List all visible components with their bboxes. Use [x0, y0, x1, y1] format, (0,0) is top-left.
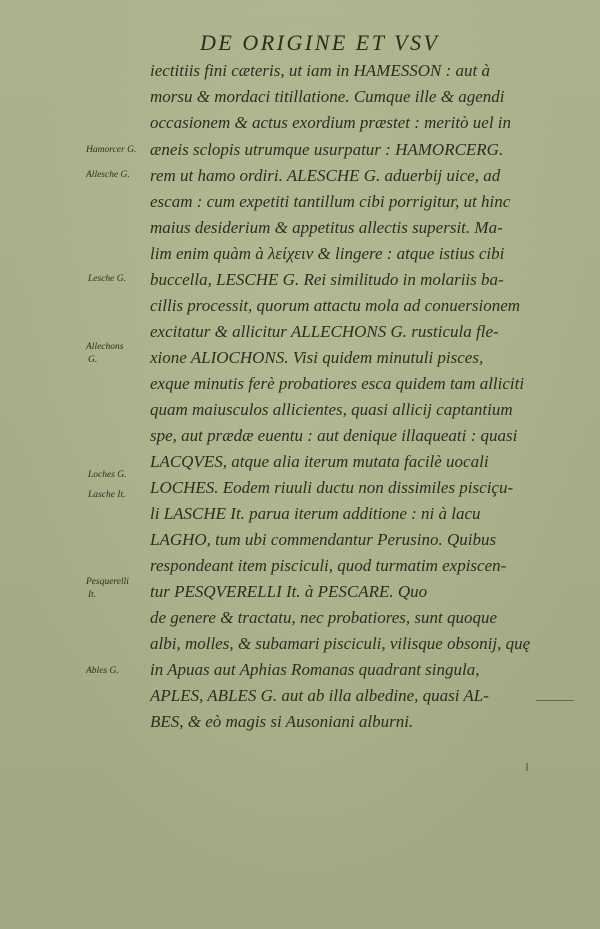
text-line: excitatur & allicitur ALLECHONS G. rusticula fle-: [150, 322, 499, 341]
text-line: lim enim quàm à λείχειν & lingere : atque istius cibi: [150, 244, 505, 263]
text-line: buccella, LESCHE G. Rei similitudo in molariis ba-: [150, 270, 504, 289]
text-line: LAGHO, tum ubi commendantur Perusino. Quibus: [150, 530, 497, 549]
text-line: LOCHES. Eodem riuuli ductu non dissimiles pisciçu-: [150, 478, 514, 497]
trailing-rule: [536, 700, 574, 701]
text-line: quam maiusculos allicientes, quasi allicij captantium: [150, 400, 513, 419]
margin-note: Allechons: [86, 342, 124, 352]
paper-speck: [526, 763, 528, 771]
margin-note: Lesche G.: [88, 274, 126, 284]
margin-note: It.: [88, 590, 97, 600]
text-line: in Apuas aut Aphias Romanas quadrant singula,: [150, 660, 480, 679]
text-line: maius desiderium & appetitus allectis supersit. Ma-: [150, 218, 503, 237]
margin-note: Loches G.: [88, 470, 127, 480]
text-line: rem ut hamo ordiri. ALESCHE G. aduerbij uice, ad: [150, 166, 501, 185]
text-line: respondeant item pisciculi, quod turmatim expiscen-: [150, 556, 507, 575]
text-line: spe, aut prædæ euentu : aut denique illaqueati : quasi: [150, 426, 518, 445]
text-line: xione ALIOCHONS. Visi quidem minutuli pisces,: [150, 348, 484, 367]
margin-note: Lasche It.: [88, 490, 126, 500]
margin-note: Ables G.: [86, 666, 119, 676]
text-line: de genere & tractatu, nec probatiores, sunt quoque: [150, 608, 498, 627]
text-line: li LASCHE It. parua iterum additione : ni à lacu: [150, 504, 481, 523]
text-line: iectitiis fini cæteris, ut iam in HAMESSON : aut à: [150, 61, 490, 80]
text-line: cillis processit, quorum attactu mola ad conuersionem: [150, 296, 521, 315]
margin-note: Allesche G.: [86, 170, 130, 180]
text-line: LACQVES, atque alia iterum mutata facilè uocali: [150, 452, 489, 471]
text-line: albi, molles, & subamari pisciculi, vilisque obsonij, quę: [150, 634, 531, 653]
text-line: æneis sclopis utrumque usurpatur : HAMORCERG.: [150, 140, 504, 159]
text-line: exque minutis ferè probatiores esca quidem tam alliciti: [150, 374, 525, 393]
margin-note: G.: [88, 355, 98, 365]
text-line: BES, & eò magis si Ausoniani alburni.: [150, 712, 414, 731]
text-line: escam : cum expetiti tantillum cibi porrigitur, ut hinc: [150, 192, 511, 211]
running-head: DE ORIGINE ET VSV: [200, 30, 440, 55]
margin-note: Pesquerelli: [86, 577, 129, 587]
text-line: APLES, ABLES G. aut ab illa albedine, quasi AL-: [150, 686, 489, 705]
text-line: occasionem & actus exordium præstet : meritò uel in: [150, 113, 512, 132]
text-line: morsu & mordaci titillatione. Cumque ille & agendi: [150, 87, 505, 106]
text-line: tur PESQVERELLI It. à PESCARE. Quo: [150, 582, 428, 601]
margin-note: Hamorcer G.: [86, 145, 137, 155]
